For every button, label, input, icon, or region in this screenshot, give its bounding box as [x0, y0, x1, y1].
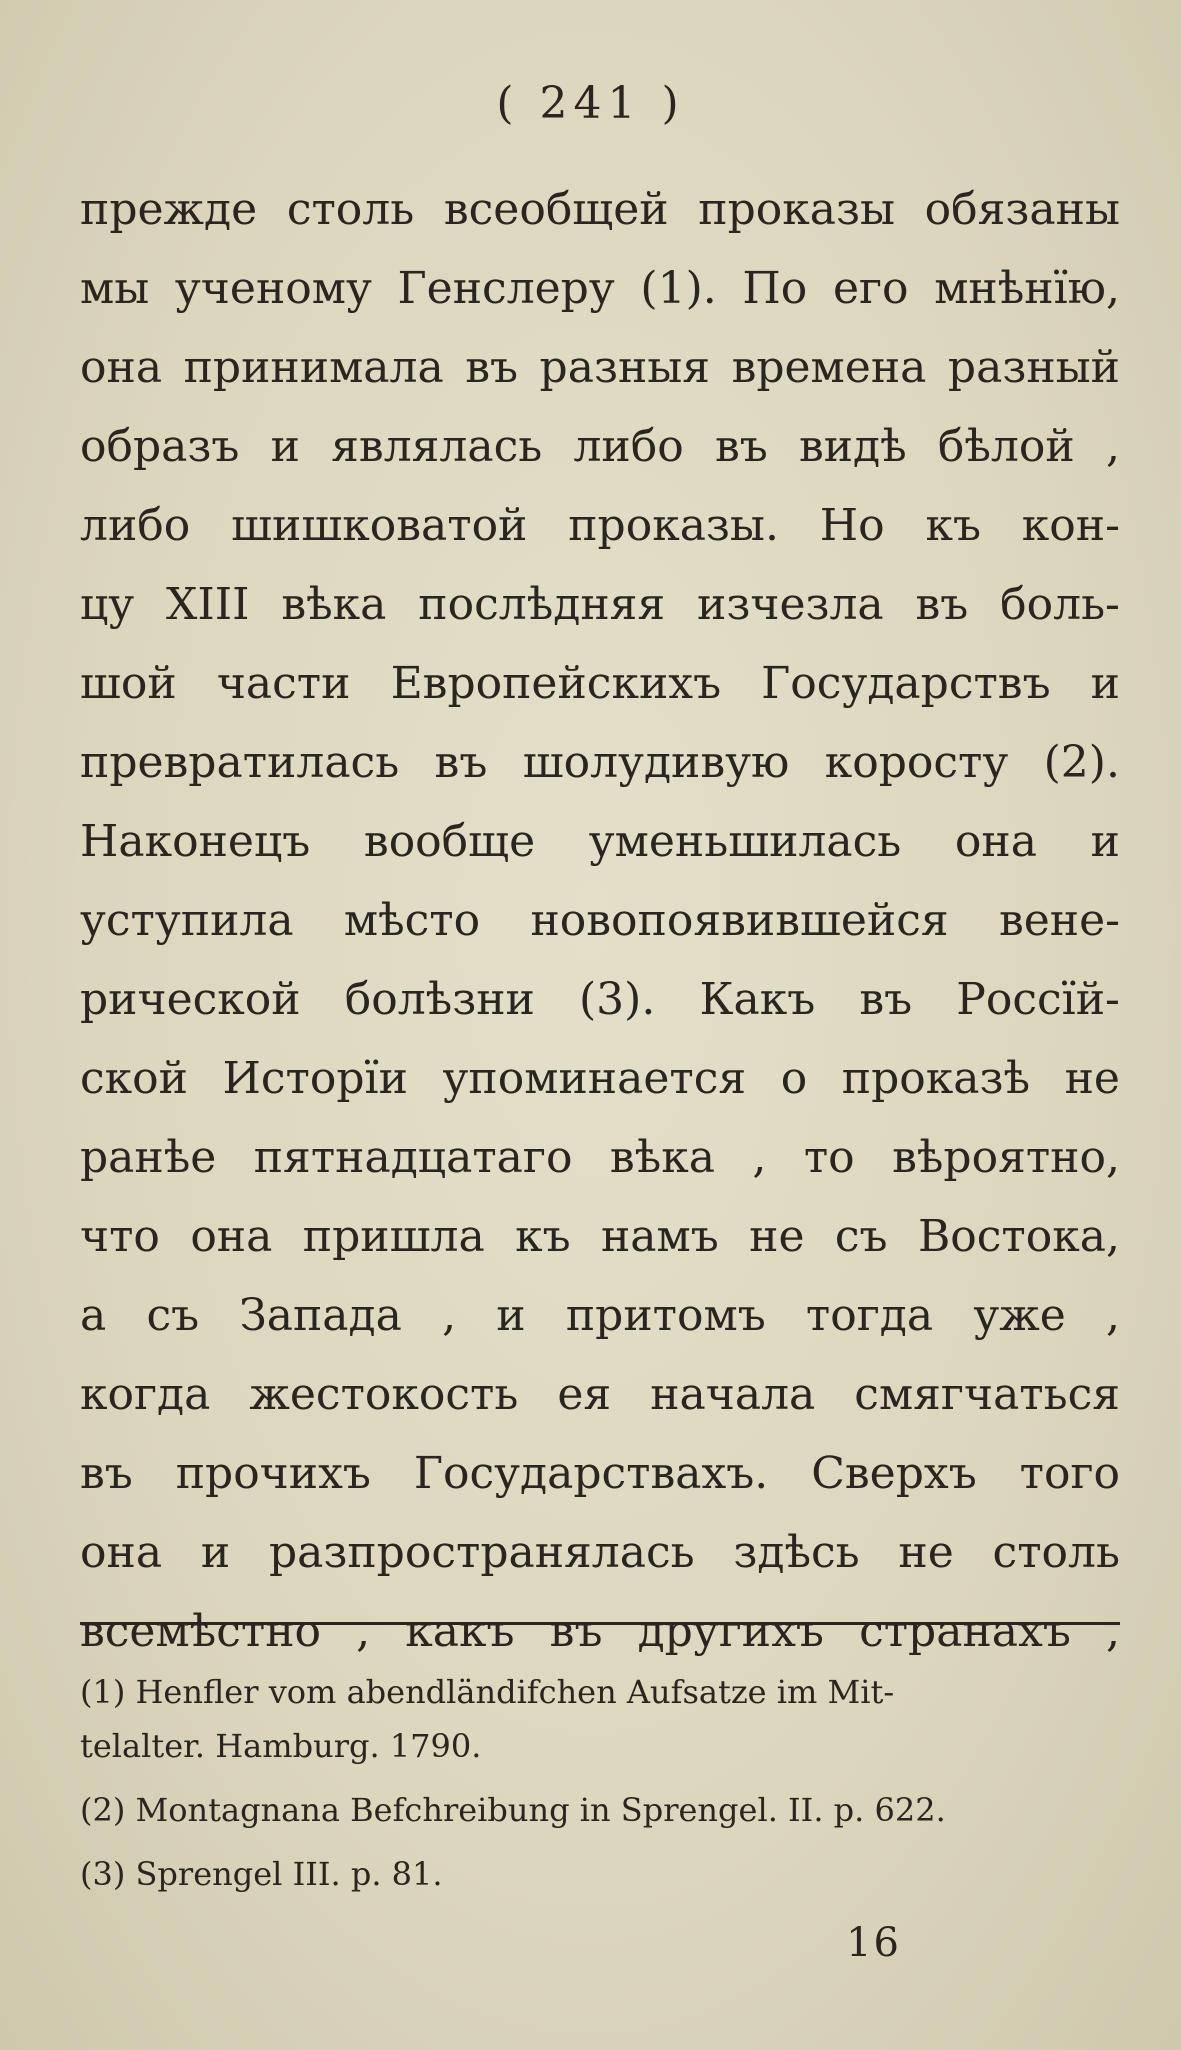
text-line: прежде столь всеобщей проказы обязаны	[80, 184, 1120, 235]
text-line: что она пришла къ намъ не съ Востока,	[80, 1211, 1120, 1262]
text-line: уступила мѣсто новопоявившейся вене-	[80, 895, 1120, 946]
text-line: а съ Запада , и притомъ тогда уже ,	[80, 1290, 1120, 1341]
footnote-2-line-1: (2) Montagnana Befchreibung in Sprengel. II. p. 622.	[80, 1791, 946, 1829]
main-text	[80, 170, 1120, 1671]
footnote-2	[80, 1783, 1130, 1837]
text-line: въ прочихъ Государствахъ. Сверхъ того	[80, 1448, 1120, 1499]
footnote-1	[80, 1665, 1130, 1773]
footnote-3	[80, 1847, 1130, 1901]
footnote-1-line-2: telalter. Hamburg. 1790.	[80, 1727, 482, 1765]
text-line: шой части Европейскихъ Государствъ и	[80, 658, 1120, 709]
text-line: она принимала въ разныя времена разный	[80, 342, 1120, 393]
text-line: ской Исторїи упоминается о проказѣ не	[80, 1053, 1120, 1104]
text-line: всемѣстно , какъ въ другихъ странахъ ,	[80, 1606, 1120, 1657]
text-line: либо шишковатой проказы. Но къ кон-	[80, 500, 1120, 551]
signature-mark: 16	[846, 1920, 901, 1966]
page-number-header: ( 241 )	[496, 78, 685, 129]
text-line: когда жестокость ея начала смягчаться	[80, 1369, 1120, 1420]
footnotes	[80, 1665, 1130, 1901]
footnote-3-line-1: (3) Sprengel III. p. 81.	[80, 1855, 443, 1893]
text-line: мы ученому Генслеру (1). По его мнѣнїю,	[80, 263, 1120, 314]
footnote-divider	[80, 1622, 1120, 1625]
text-line: рической болѣзни (3). Какъ въ Россїй-	[80, 974, 1120, 1025]
footnote-1-line-1: (1) Henfler vom abendländifchen Aufsatze im Mit-	[80, 1673, 895, 1711]
text-line: она и разпространялась здѣсь не столь	[80, 1527, 1120, 1578]
text-line: превратилась въ шолудивую коросту (2).	[80, 737, 1120, 788]
text-line: цу XIII вѣка послѣдняя изчезла въ боль-	[80, 579, 1120, 630]
text-line: образъ и являлась либо въ видѣ бѣлой ,	[80, 421, 1120, 472]
text-line: ранѣе пятнадцатаго вѣка , то вѣроятно,	[80, 1132, 1120, 1183]
text-line: Наконецъ вообще уменьшилась она и	[80, 816, 1120, 867]
